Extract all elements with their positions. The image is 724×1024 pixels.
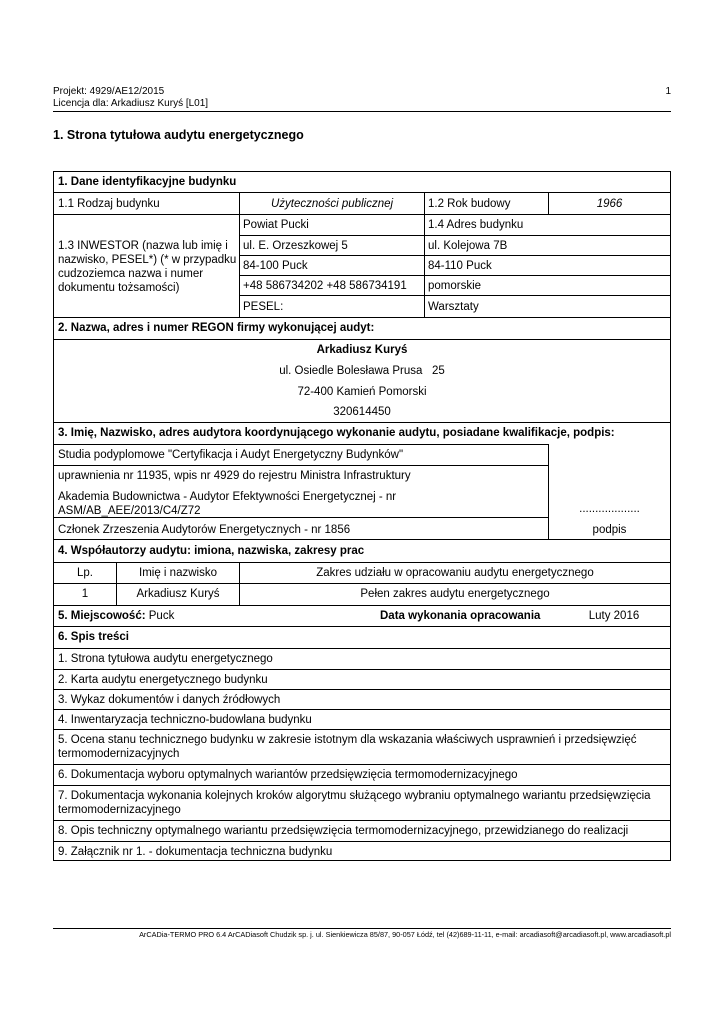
date-label: Data wykonania opracowania <box>380 610 541 622</box>
coauthor-name: Arkadiusz Kuryś <box>136 588 220 600</box>
section6-heading: 6. Spis treści <box>58 631 129 643</box>
investor-line: +48 586734202 +48 586734191 <box>243 280 407 292</box>
address-line: 84-110 Puck <box>428 260 492 272</box>
project-number: Projekt: 4929/AE12/2015 <box>53 86 165 97</box>
coauthor-number: 1 <box>81 588 89 600</box>
investor-line: 84-100 Puck <box>243 260 308 272</box>
footer-rule <box>53 928 671 929</box>
investor-line: Powiat Pucki <box>243 219 309 231</box>
page-title: 1. Strona tytułowa audytu energetycznego <box>53 128 304 142</box>
build-year-label: 1.2 Rok budowy <box>428 198 511 210</box>
auditor-company-regon: 320614450 <box>333 406 391 418</box>
toc-item: 1. Strona tytułowa audytu energetycznego <box>58 653 273 665</box>
building-type-value: Użyteczności publicznej <box>270 198 394 210</box>
license-info: Licencja dla: Arkadiusz Kuryś [L01] <box>53 98 209 109</box>
signature-label: podpis <box>592 524 627 536</box>
place-value: Puck <box>148 610 175 622</box>
auditor-company-name: Arkadiusz Kuryś <box>316 344 408 356</box>
toc-item: 7. Dokumentacja wykonania kolejnych kroków algorytmu służącego wybraniu optymalnego wariantu przedsięwzięcia termomodernizacyjnego <box>58 790 651 816</box>
auditor-company-city: 72-400 Kamień Pomorski <box>297 386 427 398</box>
place-row <box>58 609 174 623</box>
address-label: 1.4 Adres budynku <box>428 219 524 231</box>
address-line: Warsztaty <box>428 301 479 313</box>
auditor-company-address: ul. Osiedle Bolesława Prusa 25 <box>279 365 445 377</box>
page-header <box>53 86 671 112</box>
investor-line: ul. E. Orzeszkowej 5 <box>243 240 348 252</box>
place-label: 5. Miejscowość: <box>58 610 146 622</box>
investor-line: PESEL: <box>243 301 284 313</box>
toc-item: 4. Inwentaryzacja techniczno-budowlana budynku <box>58 714 312 726</box>
toc-item: 5. Ocena stanu technicznego budynku w zakresie istotnym dla wskazania właściwych usprawnień i przedsięwzięć termomodernizacyjnych <box>58 734 637 760</box>
qualification-line: Akademia Budownictwa - Audytor Efektywności Energetycznej - nr ASM/AB_AEE/2013/C4/Z72 <box>58 491 397 517</box>
qualification-line: Studia podyplomowe "Certyfikacja i Audyt Energetyczny Budynków" <box>58 449 404 461</box>
page-footer: ArCADia-TERMO PRO 6.4 ArCADiasoft Chudzik sp. j. ul. Sienkiewicza 85/87, 90-057 Łódź, tel (42)689-11-11, e-mail: arcadiasoft@arcadiasoft.pl, www.arcadiasoft.pl <box>139 930 671 939</box>
section1-heading: 1. Dane identyfikacyjne budynku <box>58 176 237 188</box>
signature-dots: ................... <box>579 503 640 515</box>
date-value: Luty 2016 <box>588 610 640 622</box>
qualification-line: Członek Zrzeszenia Audytorów Energetycznych - nr 1856 <box>58 524 351 536</box>
address-line: ul. Kolejowa 7B <box>428 240 508 252</box>
toc-item: 6. Dokumentacja wyboru optymalnych wariantów przedsięwzięcia termomodernizacyjnego <box>58 769 518 781</box>
toc-item: 9. Załącznik nr 1. - dokumentacja techniczna budynku <box>58 846 333 858</box>
col-header-scope: Zakres udziału w opracowaniu audytu energetycznego <box>316 567 594 579</box>
build-year-value: 1966 <box>596 198 623 210</box>
toc-item: 3. Wykaz dokumentów i danych źródłowych <box>58 694 281 706</box>
section2-heading: 2. Nazwa, adres i numer REGON firmy wykonującej audyt: <box>58 322 375 334</box>
address-line: pomorskie <box>428 280 482 292</box>
section4-heading: 4. Współautorzy audytu: imiona, nazwiska, zakresy prac <box>58 545 365 557</box>
section3-heading: 3. Imię, Nazwisko, adres audytora koordynującego wykonanie audytu, posiadane kwalifikacje, podpis: <box>58 427 615 439</box>
toc-item: 8. Opis techniczny optymalnego wariantu przedsięwzięcia termomodernizacyjnego, przewidzianego do realizacji <box>58 825 629 837</box>
audit-title-table <box>53 171 671 861</box>
building-type-label: 1.1 Rodzaj budynku <box>58 198 160 210</box>
investor-label: 1.3 INWESTOR (nazwa lub imię i nazwisko, PESEL*) (* w przypadku cudzoziemca nazwa i numer dokumentu tożsamości) <box>58 240 237 294</box>
col-header-name: Imię i nazwisko <box>139 567 217 579</box>
page-number: 1 <box>665 86 671 97</box>
qualification-line: uprawnienia nr 11935, wpis nr 4929 do rejestru Ministra Infrastruktury <box>58 470 411 482</box>
col-header-number: Lp. <box>77 567 93 579</box>
toc-item: 2. Karta audytu energetycznego budynku <box>58 674 268 686</box>
coauthor-scope: Pełen zakres audytu energetycznego <box>360 588 550 600</box>
